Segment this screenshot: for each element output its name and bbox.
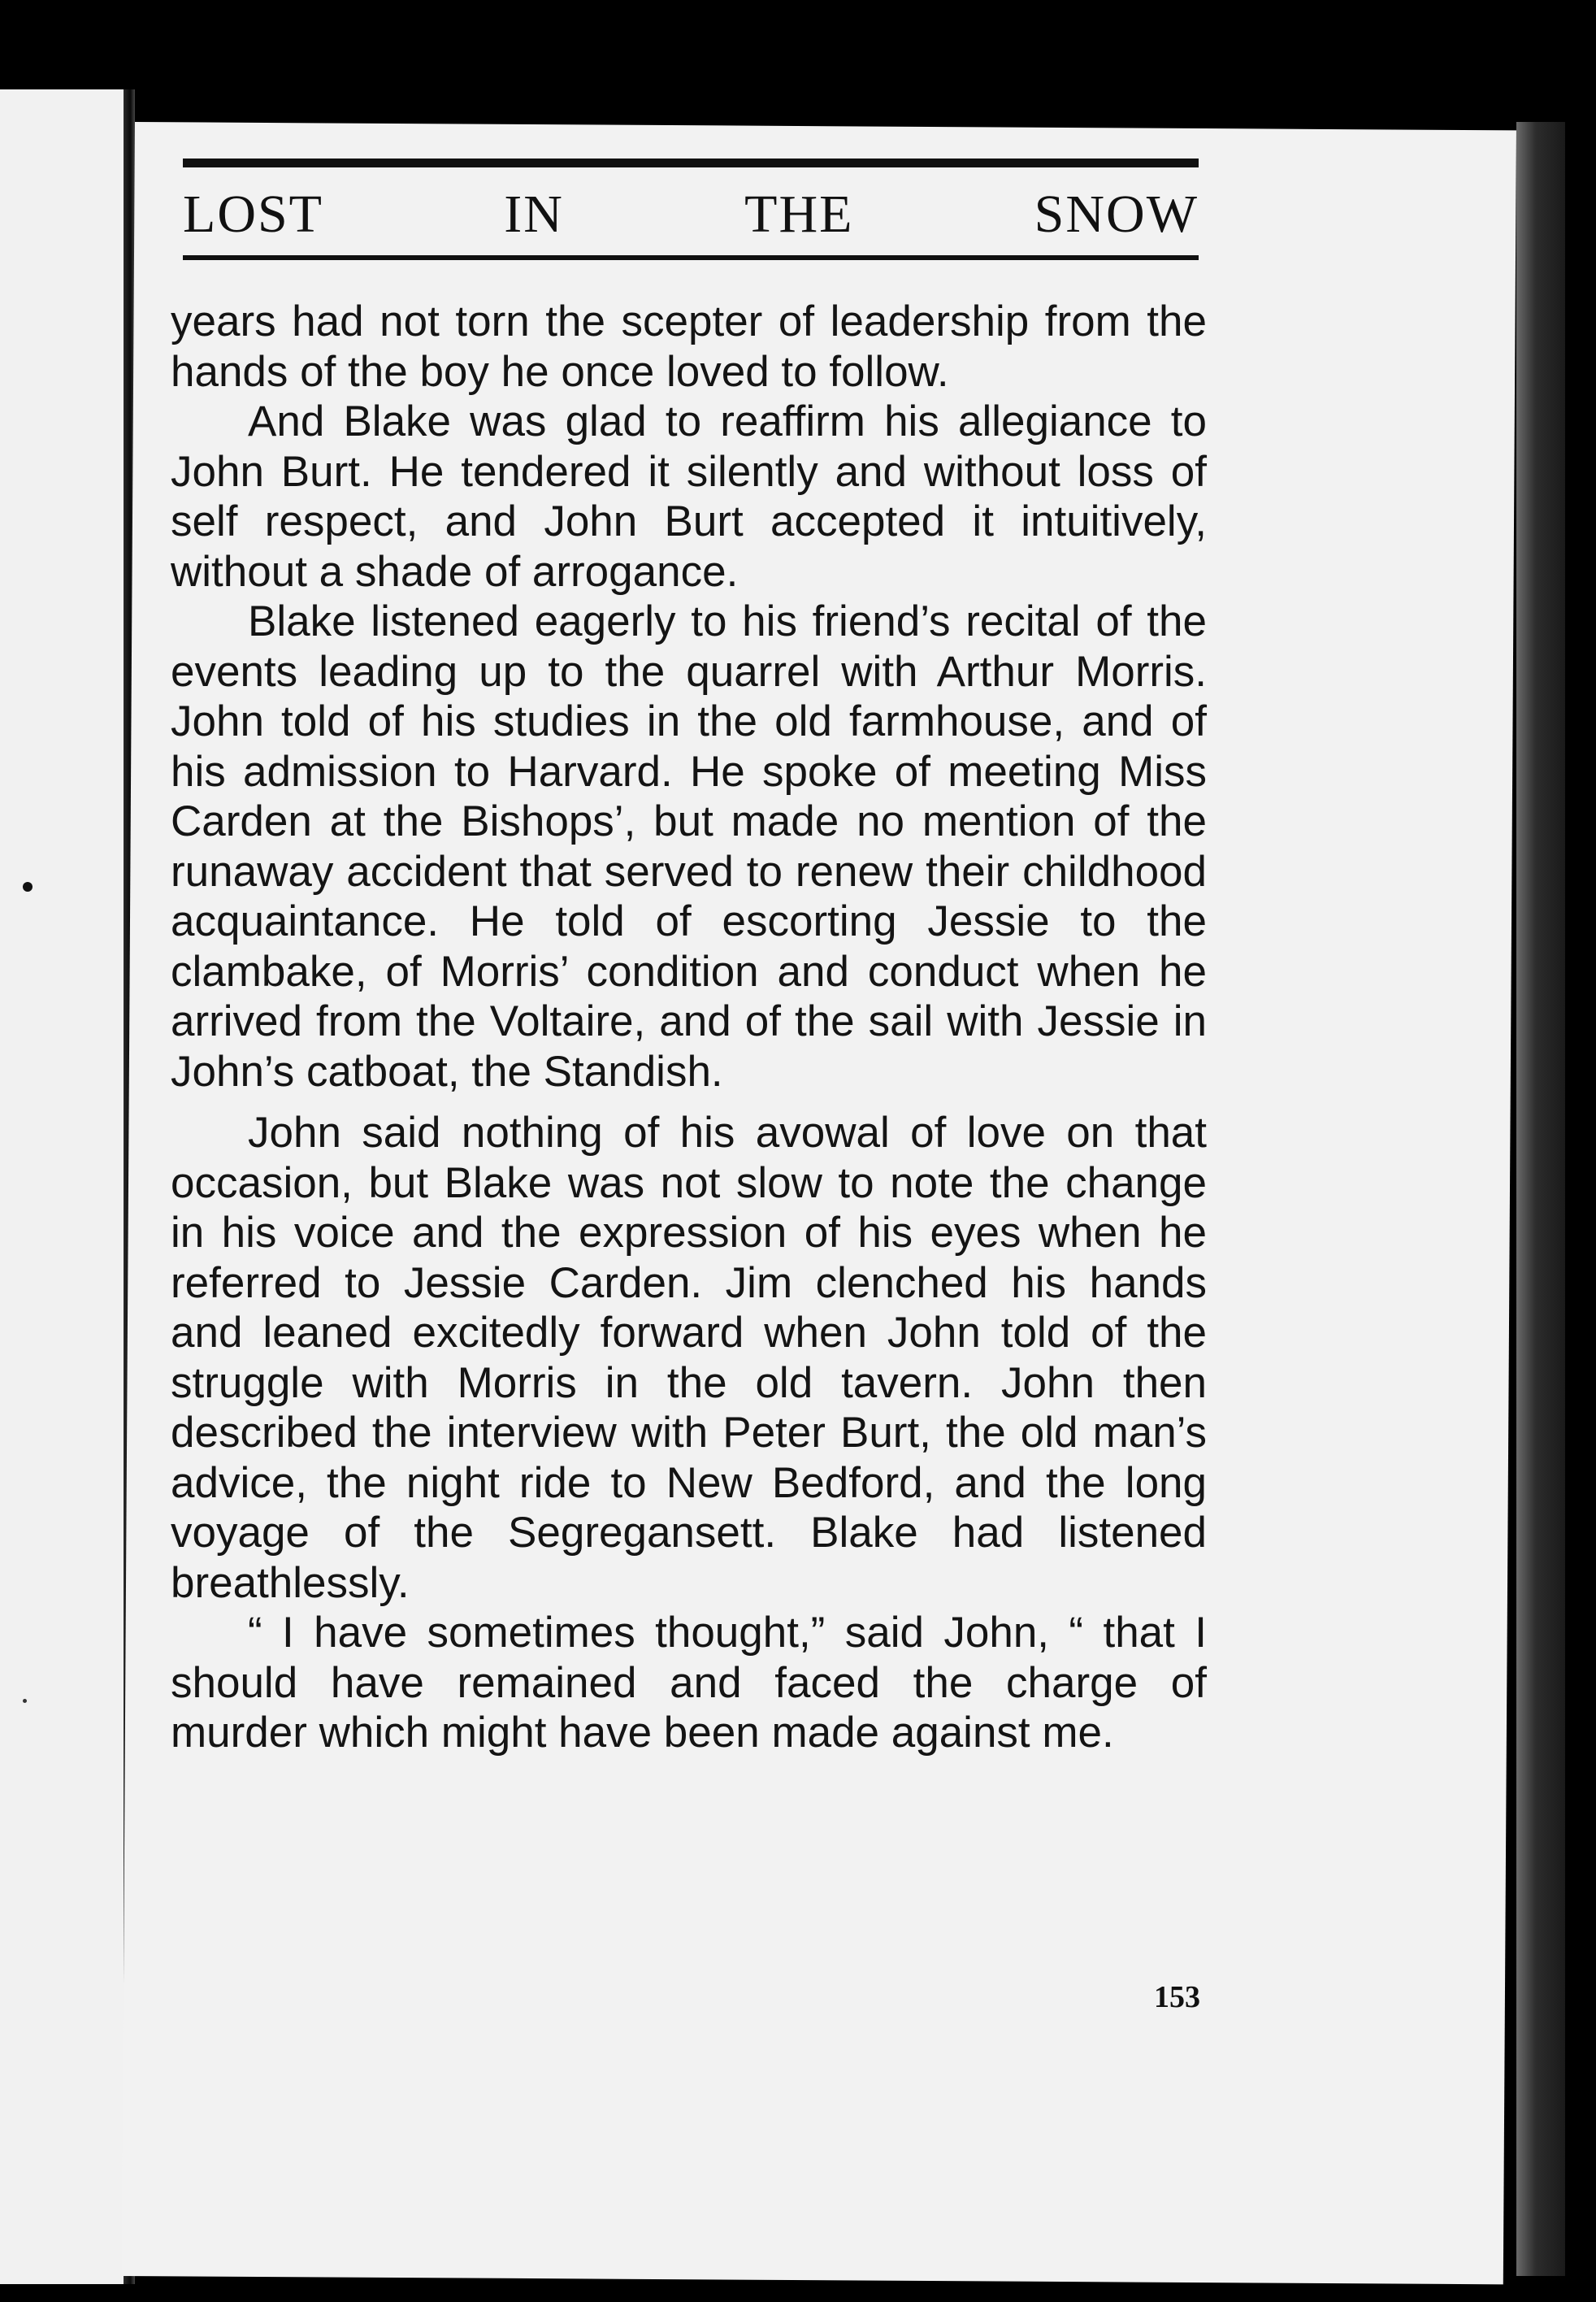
facing-page-edge [0,89,130,2284]
paragraph: John said nothing of his avowal of love on that occasion, but Blake was not slow to note the change in his voice and the expression of his eyes when he referred to Jessie Carden. Jim clenched his hands and leaned excitedly forward when John told of the struggle with Morris in the old tavern. John then described the interview with Peter Burt, the old man’s advice, the night ride to New Bedford, and the long voyage of the Segregansett. Blake had listened breathlessly. [171,1109,1207,1607]
paragraph: years had not torn the scepter of leadership from the hands of the boy he once loved to follow. [171,298,1207,396]
running-head-word: SNOW [1034,185,1199,244]
paragraph: Blake listened eagerly to his friend’s recital of the events leading up to the quarrel with Arthur Morris. John told of his studies in the old farmhouse, and of his admission to Harvard. He spoke of meeting Miss Carden at the Bishops’, but made no mention of the runaway accident that served to renew their childhood acquaintance. He told of escorting Jessie to the clambake, of Morris’ condition and conduct when he arrived from the Voltaire, and of the sail with Jessie in John’s catboat, the Standish. [171,597,1207,1096]
body-text [171,297,1207,1758]
ink-mark [23,882,33,892]
header-rule-bottom [183,255,1199,260]
paragraph: “ I have sometimes thought,” said John, “ that I should have remained and faced the charge of murder which might have been made against me. [171,1609,1207,1757]
running-head-word: LOST [183,185,323,244]
ink-mark [23,1699,27,1703]
header-rule-top [183,159,1199,167]
running-head-word: IN [504,185,564,244]
running-head [183,182,1199,247]
page-header [183,159,1199,260]
paragraph: And Blake was glad to reaffirm his allegiance to John Burt. He tendered it silently and without loss of self respect, and John Burt accepted it intuitively, without a shade of arrogance. [171,397,1207,596]
running-head-word: THE [744,185,854,244]
page-stack-edge [1516,122,1565,2276]
page-number: 153 [1154,1980,1200,2014]
